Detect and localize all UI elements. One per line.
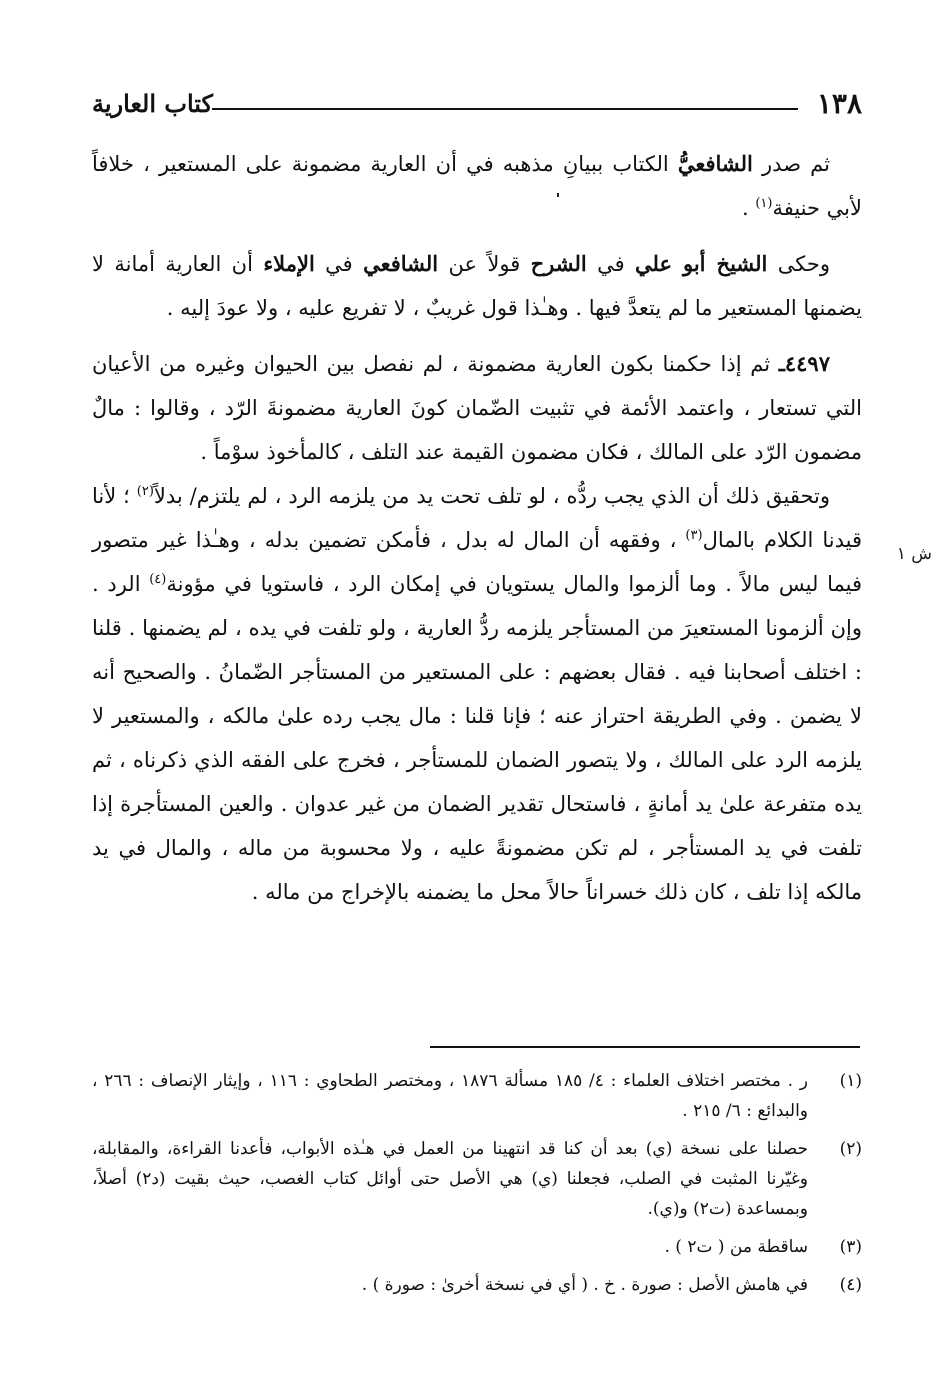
text-run: في: [586, 252, 635, 276]
footnote-number: (٤): [839, 1275, 862, 1295]
text-run: وحكى: [767, 252, 830, 276]
footnote-text: ر . مختصر اختلاف العلماء : ٤/ ١٨٥ مسألة ١٨٧٦ ، ومختصر الطحاوي : ١١٦ ، وإيثار الإنصاف : ٢٦٦ ، والبدائع : ٦/ ٢١٥ .: [92, 1071, 808, 1121]
footnote: [92, 1270, 862, 1300]
text-run: الرد . وإن ألزمونا المستعيرَ من المستأجر يلزمه ردُّ العارية ، ولو تلفت في يده ، لم يضمنها . قلنا : اختلف أصحابنا فيه . فقال بعضهم : على المستعير من المستأجر الضّمانُ . والصحيح أنه لا يضمن . وفي الطريقة احتراز عنه ؛ فإنا قلنا : مال يجب رده علىٰ مالكه ، والمستعير لا يلزمه الرد على المالك ، ولا يتصور الضمان للمستأجر ، فخرج على الفقه الذي ذكرناه ، ثم يده متفرعة علىٰ يد أمانةٍ ، فاستحال تقدير الضمان من غير عدوان . والعين المستأجرة إذا تلفت في يد المستأجر ، لم تكن مضمونةً عليه ، ولا محسوبة من ماله ، والمال في يد مالكه إذا تلف ، كان ذلك خسراناً حالاً محل ما يضمنه بالإخراج من ماله .: [92, 572, 862, 904]
text-run: ؛ لأنا قيدنا الكلام بالمال: [92, 484, 863, 552]
footnote: [92, 1066, 862, 1126]
footnote-text: في هامش الأصل : صورة . خ . ( أي في نسخة أخرىٰ : صورة ) .: [361, 1275, 808, 1295]
paragraph: [92, 474, 862, 914]
bold-term: الشيخ أبو علي: [635, 251, 768, 276]
page-number: ١٣٨: [816, 87, 862, 120]
margin-manuscript-note: ش ١: [896, 544, 932, 564]
header-rule: [212, 108, 798, 110]
text-run: ثم إذا حكمنا بكون العارية مضمونة ، لم نفصل بين الحيوان وغيره من الأعيان التي تستعار ، واعتمد الأئمة في تثبيت الضّمان كونَ العارية مضمونةَ الرّد ، وقالوا : مالٌ مضمون الرّد على المالك ، فكان مضمون القيمة عند التلف ، كالمأخوذ سوْماً .: [92, 352, 862, 464]
text-run: أن العارية أمانة لا يضمنها المستعير ما لم يتعدَّ فيها . وهـٰذا قول غريبٌ ، لا تفريع عليه ، ولا عودَ إليه .: [92, 252, 862, 320]
footnote-marker: (٢): [136, 484, 154, 499]
footnote: [92, 1232, 862, 1262]
text-run: الكتاب ببيانِ مذهبه في أن العارية مضمونة على المستعير ، خلافاً لأبي حنيفة: [92, 152, 862, 220]
page-header: [92, 86, 862, 122]
footnote-number: (١): [839, 1071, 862, 1091]
footnote-text: حصلنا على نسخة (ي) بعد أن كنا قد انتهينا من العمل في هـٰذه الأبواب، فأعدنا القراءة، والمقابلة، وغيّرنا المثبت في الصلب، فجعلنا (ي) هي الأصل حتى أوائل كتاب الغصب، حيث بقيت (د٢) أصلاً، وبمساعدة (ت٢) و(ي).: [92, 1139, 809, 1219]
bold-term: الشافعيُّ: [677, 151, 753, 176]
bold-term: الإملاء: [263, 251, 315, 276]
paragraph: [92, 242, 862, 330]
paragraph: [92, 342, 862, 474]
paragraph: [92, 142, 862, 230]
footnote-marker: (٤): [149, 572, 167, 587]
text-run: ، وفقهه أن المال له بدل ، فأمكن تضمين بدله ، وهـٰذا غير متصور فيما ليس مالاً . وما ألزموا والمال يستويان في إمكان الرد ، فاستويا في مؤونة: [92, 528, 862, 596]
text-run: .: [741, 196, 756, 220]
text-run: في: [314, 252, 364, 276]
footnotes: [92, 1066, 862, 1308]
running-title: كتاب العارية: [92, 89, 213, 118]
footnote-separator: [430, 1046, 860, 1048]
main-text: [92, 142, 862, 914]
text-run: قولاً عن: [438, 252, 531, 276]
footnote: [92, 1134, 862, 1224]
footnote-marker: (٣): [685, 528, 703, 543]
bold-term: الشافعي: [363, 251, 439, 276]
bold-term: ٤٤٩٧ـ: [778, 351, 830, 376]
footnote-number: (٢): [839, 1139, 862, 1159]
footnote-text: ساقطة من ( ت٢ ) .: [664, 1237, 808, 1257]
text-run: ثم صدر: [752, 152, 830, 176]
text-run: وتحقيق ذلك أن الذي يجب ردُّه ، لو تلف تحت يد من يلزمه الرد ، لم يلتزم/ بدلاً: [153, 484, 831, 508]
footnote-number: (٣): [839, 1237, 862, 1257]
bold-term: الشرح: [530, 251, 587, 276]
footnote-marker: (١): [755, 196, 773, 211]
